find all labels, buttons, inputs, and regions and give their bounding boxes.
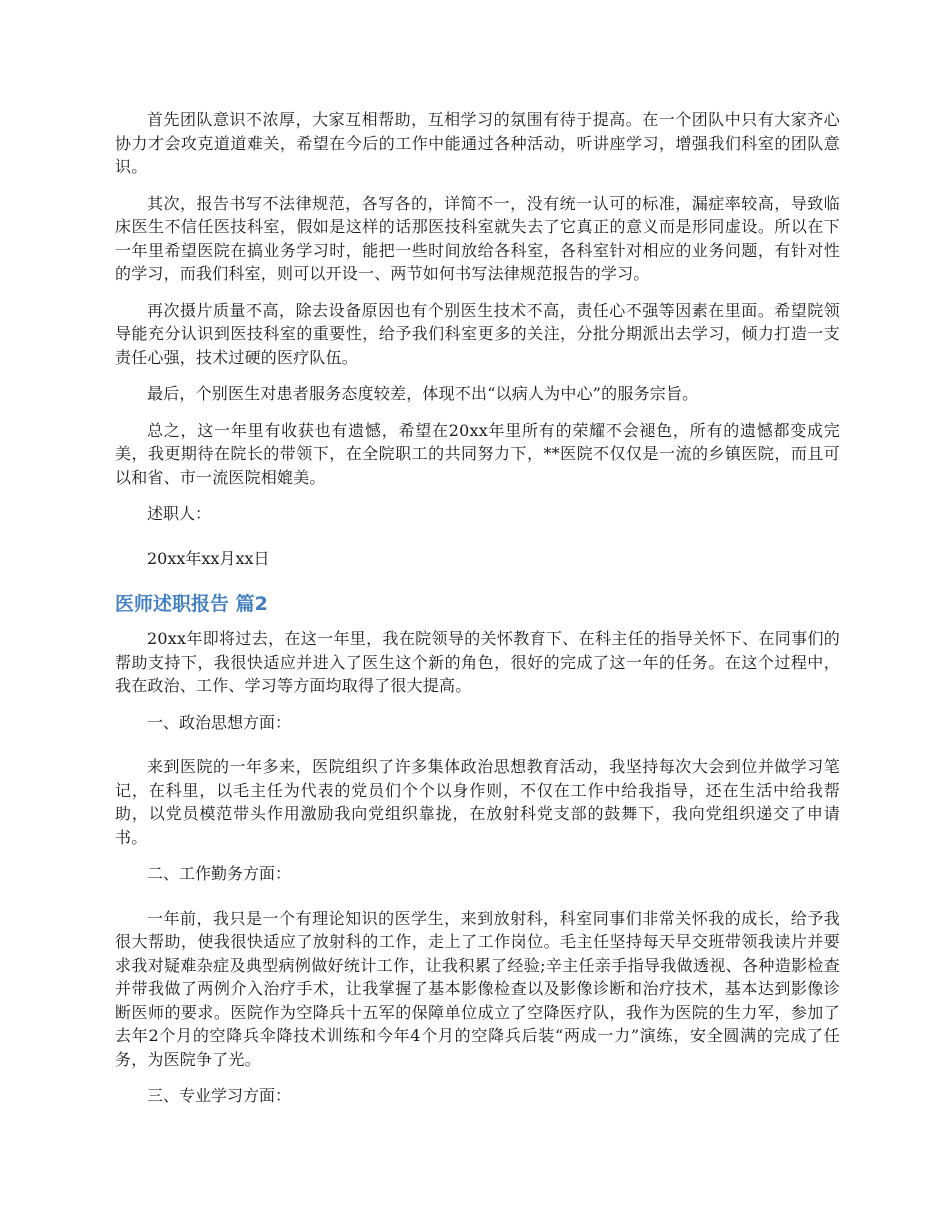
subheading-political: 一、政治思想方面：	[147, 712, 292, 732]
paragraph-work: 一年前，我只是一个有理论知识的医学生，来到放射科，科室同事们非常关怀我的成长，给予我很大帮助，使我很快适应了放射科的工作，走上了工作岗位。毛主任坚持每天早交班带领我读片并要求我对疑难杂症及典型病例做好统计工作，让我积累了经验;辛主任亲手指导我做透视、各种造影检查并带我做了两例介入治疗手术，让我掌握了基本影像检查以及影像诊断和治疗技术，基本达到影像诊断医师的要求。医院作为空降兵十五军的保障单位成立了空降医疗队，我作为医院的生力军，参加了去年2个月的空降兵伞降技术训练和今年4个月的空降兵后装“两成一力”演练，安全圆满的完成了任务，为医院争了光。	[115, 908, 840, 1069]
report-date: 20xx年xx月xx日	[147, 548, 270, 568]
paragraph-image-quality: 再次摄片质量不高，除去设备原因也有个别医生技术不高，责任心不强等因素在里面。希望院领导能充分认识到医技科室的重要性，给予我们科室更多的关注，分批分期派出去学习，倾力打造一支责任心强，技术过硬的医疗队伍。	[115, 300, 840, 367]
signer-label: 述职人：	[147, 504, 212, 523]
paragraph-political: 来到医院的一年多来，医院组织了许多集体政治思想教育活动，我坚持每次大会到位并做学习笔记，在科里，以毛主任为代表的党员们个个以身作则，不仅在工作中给我指导，还在生活中给我帮助，以党员模范带头作用激励我向党组织靠拢，在放射科党支部的鼓舞下，我向党组织递交了申请书。	[115, 757, 840, 847]
document-page	[115, 108, 840, 1129]
subheading-study: 三、专业学习方面：	[147, 1086, 292, 1105]
paragraph-intro: 20xx年即将过去，在这一年里，我在院领导的关怀教育下、在科主任的指导关怀下、在同事们的帮助支持下，我很快适应并进入了医生这个新的角色，很好的完成了这一年的任务。在这个过程中，我在政治、工作、学习等方面均取得了很大提高。	[115, 629, 840, 695]
paragraph-service-attitude: 最后，个别医生对患者服务态度较差，体现不出“以病人为中心”的服务宗旨。	[147, 384, 699, 403]
paragraph-report-writing: 其次，报告书写不法律规范，各写各的，详简不一，没有统一认可的标准，漏症率较高，导致临床医生不信任医技科室，假如是这样的话那医技科室就失去了它真正的意义而是形同虚设。所以在下一年里希望医院在搞业务学习时，能把一些时间放给各科室，各科室针对相应的业务问题，有针对性的学习，而我们科室，则可以开设一、两节如何书写法律规范报告的学习。	[115, 193, 840, 283]
subheading-work: 二、工作勤务方面：	[147, 864, 292, 883]
section-heading: 医师述职报告 篇2	[115, 593, 268, 615]
paragraph-teamwork: 首先团队意识不浓厚，大家互相帮助，互相学习的氛围有待于提高。在一个团队中只有大家齐心协力才会攻克道道难关，希望在今后的工作中能通过各种活动，听讲座学习，增强我们科室的团队意识。	[115, 110, 840, 176]
paragraph-conclusion: 总之，这一年里有收获也有遗憾，希望在20xx年里所有的荣耀不会褪色，所有的遗憾都变成完美，我更期待在院长的带领下，在全院职工的共同努力下，**医院不仅仅是一流的乡镇医院，而且可以和省、市一流医院相媲美。	[115, 420, 840, 487]
